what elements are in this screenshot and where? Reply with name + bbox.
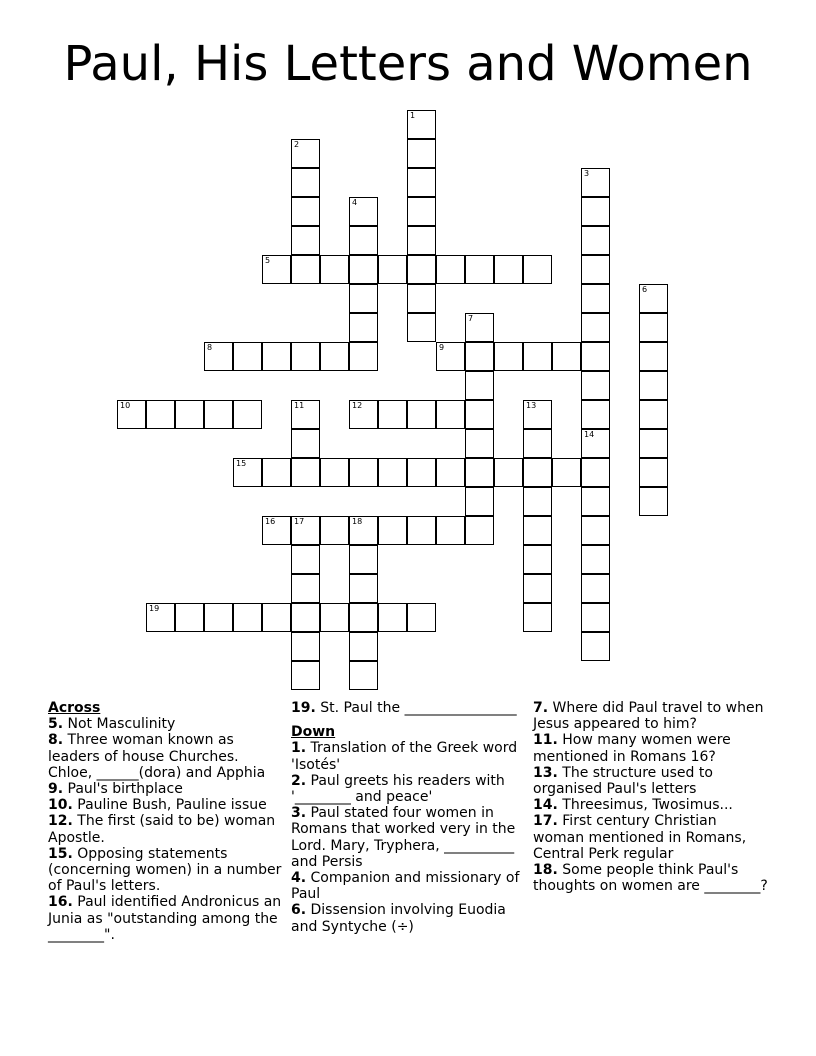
- grid-cell[interactable]: [581, 632, 610, 661]
- grid-cell[interactable]: [465, 313, 494, 342]
- clue-number: 2: [294, 140, 300, 149]
- grid-cell[interactable]: [146, 603, 175, 632]
- grid-cell[interactable]: [639, 284, 668, 313]
- clue-down-1: 1. Translation of the Greek word 'Isotés': [291, 740, 518, 773]
- grid-cell[interactable]: [233, 400, 262, 429]
- clue-number: 7: [468, 314, 474, 323]
- grid-cell[interactable]: [291, 603, 320, 632]
- grid-cell[interactable]: [407, 168, 436, 197]
- grid-cell[interactable]: [320, 603, 349, 632]
- grid-cell[interactable]: [465, 371, 494, 400]
- grid-cell[interactable]: [465, 400, 494, 429]
- grid-cell[interactable]: [262, 603, 291, 632]
- clue-number: 9: [439, 343, 445, 352]
- clue-across-10: 10. Pauline Bush, Pauline issue: [48, 797, 267, 814]
- clue-down-4: 4. Companion and missionary of Paul: [291, 870, 520, 903]
- grid-cell[interactable]: [175, 603, 204, 632]
- clue-number: 3: [584, 169, 590, 178]
- grid-cell[interactable]: [204, 603, 233, 632]
- grid-cell[interactable]: [349, 284, 378, 313]
- grid-cell[interactable]: [639, 313, 668, 342]
- grid-cell[interactable]: [291, 574, 320, 603]
- grid-cell[interactable]: [291, 632, 320, 661]
- clue-number: 1: [410, 111, 416, 120]
- clue-down-18: 18. Some people think Paul's thoughts on women are ________?: [533, 862, 768, 895]
- clue-across-15: 15. Opposing statements (concerning women) in a number of Paul's letters.: [48, 845, 282, 895]
- grid-cell[interactable]: [349, 255, 378, 284]
- grid-cell[interactable]: [436, 342, 465, 371]
- clue-number: 10: [120, 401, 131, 410]
- grid-cell[interactable]: [436, 400, 465, 429]
- grid-cell[interactable]: [407, 313, 436, 342]
- grid-cell[interactable]: [320, 342, 349, 371]
- clue-number: 15: [236, 459, 247, 468]
- grid-cell[interactable]: [378, 516, 407, 545]
- grid-cell[interactable]: [204, 400, 233, 429]
- grid-cell[interactable]: [581, 487, 610, 516]
- down-heading: Down: [291, 724, 336, 741]
- grid-cell[interactable]: [349, 313, 378, 342]
- grid-cell[interactable]: [407, 197, 436, 226]
- clue-number: 12: [352, 401, 363, 410]
- grid-cell[interactable]: [465, 342, 494, 371]
- grid-cell[interactable]: [581, 168, 610, 197]
- grid-cell[interactable]: [320, 516, 349, 545]
- grid-cell[interactable]: [436, 255, 465, 284]
- grid-cell[interactable]: [291, 342, 320, 371]
- grid-cell[interactable]: [262, 516, 291, 545]
- grid-cell[interactable]: [523, 255, 552, 284]
- clue-across-12: 12. The first (said to be) woman Apostle.: [48, 813, 276, 846]
- grid-cell[interactable]: [581, 429, 610, 458]
- clues-column-1: [48, 700, 284, 943]
- clue-number: 19: [149, 604, 160, 613]
- grid-cell[interactable]: [639, 342, 668, 371]
- clue-across-9: 9. Paul's birthplace: [48, 781, 183, 798]
- clue-number: 17: [294, 517, 305, 526]
- grid-cell[interactable]: [204, 342, 233, 371]
- grid-cell[interactable]: [494, 342, 523, 371]
- grid-cell[interactable]: [407, 226, 436, 255]
- grid-cell[interactable]: [407, 110, 436, 139]
- grid-cell[interactable]: [407, 400, 436, 429]
- grid-cell[interactable]: [407, 516, 436, 545]
- grid-cell[interactable]: [320, 255, 349, 284]
- grid-cell[interactable]: [581, 342, 610, 371]
- grid-cell[interactable]: [378, 400, 407, 429]
- clues-column-2: [291, 700, 527, 935]
- grid-cell[interactable]: [320, 458, 349, 487]
- clue-across-19: 19. St. Paul the ________________: [291, 700, 517, 716]
- grid-cell[interactable]: [146, 400, 175, 429]
- grid-cell[interactable]: [552, 342, 581, 371]
- grid-cell[interactable]: [465, 429, 494, 458]
- grid-cell[interactable]: [378, 603, 407, 632]
- grid-cell[interactable]: [291, 661, 320, 690]
- grid-cell[interactable]: [523, 516, 552, 545]
- grid-cell[interactable]: [233, 458, 262, 487]
- clue-number: 4: [352, 198, 358, 207]
- grid-cell[interactable]: [349, 458, 378, 487]
- grid-cell[interactable]: [262, 255, 291, 284]
- grid-cell[interactable]: [349, 400, 378, 429]
- grid-cell[interactable]: [523, 400, 552, 429]
- clue-down-7: 7. Where did Paul travel to when Jesus appeared to him?: [533, 700, 764, 733]
- grid-cell[interactable]: [378, 255, 407, 284]
- grid-cell[interactable]: [581, 226, 610, 255]
- grid-cell[interactable]: [523, 545, 552, 574]
- clue-number: 16: [265, 517, 276, 526]
- grid-cell[interactable]: [291, 545, 320, 574]
- clue-down-14: 14. Threesimus, Twosimus...: [533, 797, 733, 814]
- puzzle-title: Paul, His Letters and Women: [63, 36, 753, 92]
- grid-cell[interactable]: [349, 632, 378, 661]
- grid-cell[interactable]: [349, 342, 378, 371]
- clue-across-8: 8. Three woman known as leaders of house Churches. Chloe, ______(dora) and Apphia: [48, 732, 266, 781]
- grid-cell[interactable]: [291, 400, 320, 429]
- grid-cell[interactable]: [349, 574, 378, 603]
- grid-cell[interactable]: [291, 516, 320, 545]
- clue-number: 11: [294, 401, 305, 410]
- grid-cell[interactable]: [465, 487, 494, 516]
- grid-cell[interactable]: [407, 603, 436, 632]
- clue-down-2: 2. Paul greets his readers with '________ and peace': [291, 772, 505, 806]
- grid-cell[interactable]: [581, 574, 610, 603]
- clues-column-3: [533, 700, 769, 894]
- grid-cell[interactable]: [465, 516, 494, 545]
- grid-cell[interactable]: [291, 458, 320, 487]
- grid-cell[interactable]: [436, 458, 465, 487]
- grid-cell[interactable]: [523, 487, 552, 516]
- clue-down-13: 13. The structure used to organised Paul's letters: [533, 764, 713, 798]
- grid-cell[interactable]: [523, 603, 552, 632]
- clue-number: 6: [642, 285, 648, 294]
- grid-cell[interactable]: [581, 313, 610, 342]
- grid-cell[interactable]: [581, 284, 610, 313]
- grid-cell[interactable]: [407, 139, 436, 168]
- grid-cell[interactable]: [639, 487, 668, 516]
- grid-cell[interactable]: [233, 603, 262, 632]
- grid-cell[interactable]: [262, 342, 291, 371]
- clue-down-17: 17. First century Christian woman mentioned in Romans, Central Perk regular: [533, 813, 747, 862]
- grid-cell[interactable]: [523, 574, 552, 603]
- grid-cell[interactable]: [639, 371, 668, 400]
- grid-cell[interactable]: [465, 458, 494, 487]
- grid-cell[interactable]: [349, 661, 378, 690]
- grid-cell[interactable]: [291, 168, 320, 197]
- grid-cell[interactable]: [378, 458, 407, 487]
- clue-number: 18: [352, 517, 363, 526]
- grid-cell[interactable]: [639, 458, 668, 487]
- grid-cell[interactable]: [349, 516, 378, 545]
- grid-cell[interactable]: [494, 255, 523, 284]
- grid-cell[interactable]: [175, 400, 204, 429]
- grid-cell[interactable]: [494, 458, 523, 487]
- grid-cell[interactable]: [639, 400, 668, 429]
- clue-down-11: 11. How many women were mentioned in Romans 16?: [533, 732, 731, 765]
- grid-cell[interactable]: [291, 139, 320, 168]
- grid-cell[interactable]: [581, 516, 610, 545]
- grid-cell[interactable]: [523, 342, 552, 371]
- grid-cell[interactable]: [349, 226, 378, 255]
- grid-cell[interactable]: [117, 400, 146, 429]
- grid-cell[interactable]: [639, 429, 668, 458]
- grid-cell[interactable]: [407, 458, 436, 487]
- grid-cell[interactable]: [581, 603, 610, 632]
- clue-across-16: 16. Paul identified Andronicus an Junia as "outstanding among the ________".: [48, 894, 282, 943]
- grid-cell[interactable]: [349, 545, 378, 574]
- clue-down-6: 6. Dissension involving Euodia and Syntyche (÷): [291, 902, 506, 935]
- grid-cell[interactable]: [581, 197, 610, 226]
- grid-cell[interactable]: [291, 255, 320, 284]
- grid-cell[interactable]: [523, 429, 552, 458]
- clue-number: 5: [265, 256, 271, 265]
- grid-cell[interactable]: [233, 342, 262, 371]
- grid-cell[interactable]: [523, 458, 552, 487]
- grid-cell[interactable]: [465, 255, 494, 284]
- grid-cell[interactable]: [407, 284, 436, 313]
- grid-cell[interactable]: [581, 400, 610, 429]
- grid-cell[interactable]: [291, 429, 320, 458]
- clue-number: 13: [526, 401, 537, 410]
- grid-cell[interactable]: [349, 603, 378, 632]
- grid-cell[interactable]: [291, 197, 320, 226]
- grid-cell[interactable]: [262, 458, 291, 487]
- grid-cell[interactable]: [436, 516, 465, 545]
- grid-cell[interactable]: [581, 255, 610, 284]
- grid-cell[interactable]: [291, 226, 320, 255]
- grid-cell[interactable]: [581, 545, 610, 574]
- grid-cell[interactable]: [349, 197, 378, 226]
- clue-down-3: 3. Paul stated four women in Romans that worked very in the Lord. Mary, Tryphera, __________ and Persis: [291, 805, 516, 870]
- clue-across-5: 5. Not Masculinity: [48, 716, 176, 733]
- clue-number: 8: [207, 343, 213, 352]
- grid-cell[interactable]: [407, 255, 436, 284]
- grid-cell[interactable]: [581, 371, 610, 400]
- grid-cell[interactable]: [552, 458, 581, 487]
- grid-cell[interactable]: [581, 458, 610, 487]
- across-heading: Across: [48, 700, 101, 716]
- clue-number: 14: [584, 430, 595, 439]
